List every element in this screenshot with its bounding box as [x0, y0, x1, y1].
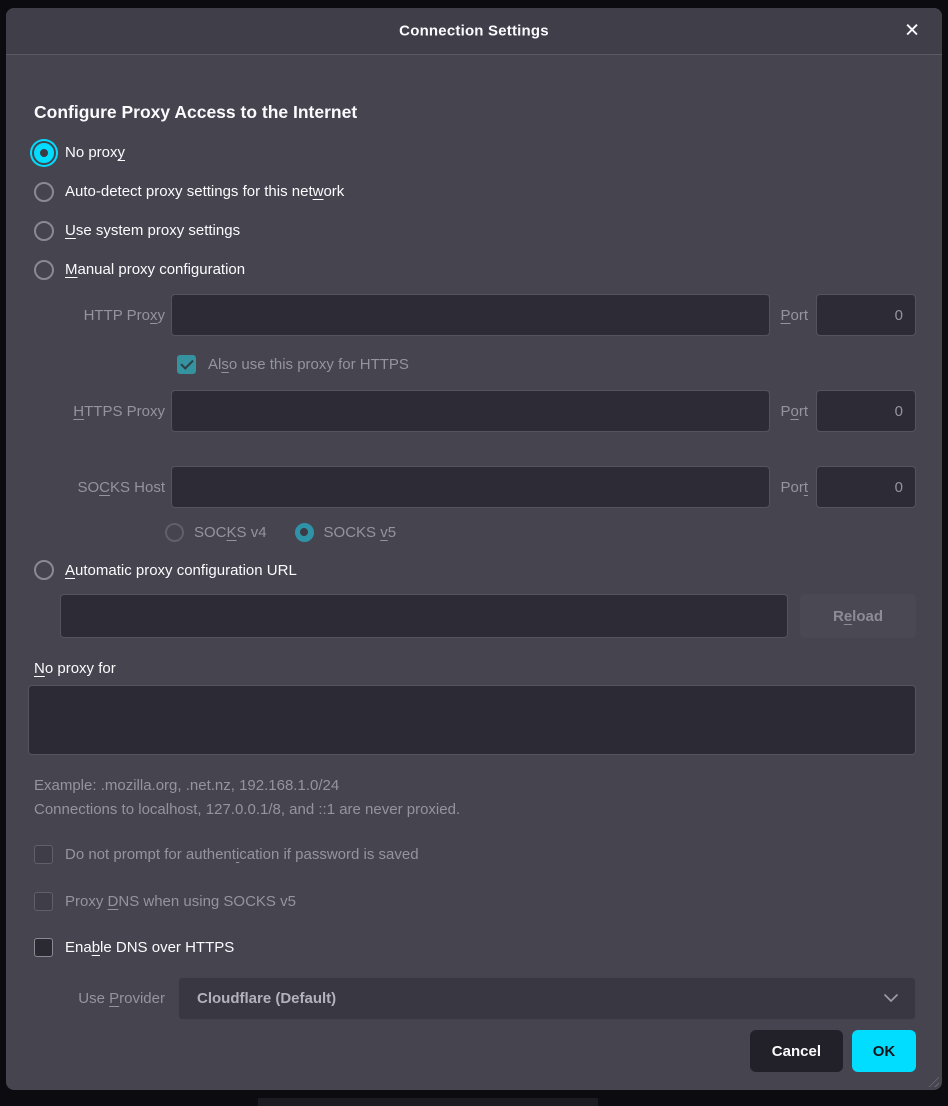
doh-checkbox[interactable]	[34, 938, 53, 957]
share-proxy-label: Also use this proxy for HTTPS	[208, 355, 409, 373]
dialog-body	[6, 102, 942, 1072]
radio-no-proxy[interactable]	[34, 143, 54, 163]
doh-checkbox-row[interactable]	[28, 936, 916, 958]
proxy-dns-checkbox-row	[28, 890, 916, 912]
dialog-title: Connection Settings	[399, 22, 549, 40]
resize-grip[interactable]	[926, 1074, 939, 1087]
radio-auto-url[interactable]	[34, 560, 54, 580]
no-proxy-note-text: Connections to localhost, 127.0.0.1/8, and ::1 are never proxied.	[34, 801, 461, 818]
radio-row-system-proxy[interactable]	[28, 211, 916, 250]
cancel-button[interactable]: Cancel	[750, 1030, 843, 1072]
socks-port-input	[816, 466, 916, 508]
dialog-titlebar	[6, 8, 942, 55]
doh-provider-select	[178, 977, 916, 1020]
radio-auto-detect[interactable]	[34, 182, 54, 202]
radio-row-manual-proxy[interactable]	[28, 250, 916, 289]
socks-host-row	[28, 466, 916, 508]
radio-label[interactable]: No proxy	[65, 144, 126, 161]
radio-row-no-proxy[interactable]	[28, 133, 916, 172]
doh-provider-row	[28, 977, 916, 1020]
radio-label[interactable]: Automatic proxy configuration URL	[65, 561, 297, 579]
chevron-down-icon	[883, 990, 899, 1007]
radio-socks-v4	[165, 523, 184, 542]
http-proxy-input	[171, 294, 770, 336]
no-proxy-for-textarea[interactable]	[28, 685, 916, 755]
socks-port-label: Port	[780, 478, 808, 496]
reload-button: Reload	[800, 594, 916, 638]
doh-label[interactable]: Enable DNS over HTTPS	[65, 938, 235, 956]
auto-url-input	[60, 594, 788, 638]
radio-system-proxy[interactable]	[34, 221, 54, 241]
background-page-element	[258, 1098, 598, 1106]
radio-row-auto-detect[interactable]	[28, 172, 916, 211]
https-port-input	[816, 390, 916, 432]
no-proxy-for-label: No proxy for	[34, 660, 116, 677]
proxy-dns-checkbox	[34, 892, 53, 911]
socks-host-label: SOCKS Host	[77, 478, 165, 496]
radio-row-auto-url[interactable]	[28, 558, 916, 582]
radio-manual-proxy[interactable]	[34, 260, 54, 280]
http-port-input	[816, 294, 916, 336]
https-proxy-row	[28, 390, 916, 432]
auto-url-row	[28, 594, 916, 638]
no-proxy-example-text: Example: .mozilla.org, .net.nz, 192.168.1.0/24	[34, 777, 340, 794]
socks-v5-label: SOCKS v5	[323, 523, 397, 541]
proxy-dns-label: Proxy DNS when using SOCKS v5	[65, 892, 296, 910]
connection-settings-dialog	[6, 8, 942, 1090]
socks-v4-label: SOCKS v4	[194, 523, 267, 541]
auth-prompt-checkbox	[34, 845, 53, 864]
ok-button[interactable]: OK	[852, 1030, 916, 1072]
page-title: Configure Proxy Access to the Internet	[34, 102, 358, 122]
dialog-footer	[28, 1030, 916, 1072]
auth-prompt-label: Do not prompt for authentication if password is saved	[65, 845, 419, 863]
doh-provider-label: Use Provider	[78, 990, 165, 1007]
https-port-label: Port	[780, 402, 808, 420]
share-proxy-checkbox-row	[171, 353, 916, 375]
radio-label[interactable]: Use system proxy settings	[65, 222, 241, 239]
http-proxy-label: HTTP Proxy	[83, 306, 165, 324]
https-proxy-label: HTTPS Proxy	[73, 402, 165, 420]
radio-socks-v5	[295, 523, 314, 542]
auth-prompt-checkbox-row	[28, 843, 916, 865]
https-proxy-input	[171, 390, 770, 432]
close-icon[interactable]: ✕	[900, 18, 924, 45]
radio-label[interactable]: Manual proxy configuration	[65, 261, 246, 278]
http-port-label: Port	[780, 306, 808, 324]
http-proxy-row	[28, 294, 916, 336]
socks-version-row	[165, 520, 916, 544]
socks-host-input	[171, 466, 770, 508]
radio-label[interactable]: Auto-detect proxy settings for this network	[65, 183, 345, 200]
doh-provider-value: Cloudflare (Default)	[197, 990, 337, 1007]
share-proxy-checkbox	[177, 355, 196, 374]
